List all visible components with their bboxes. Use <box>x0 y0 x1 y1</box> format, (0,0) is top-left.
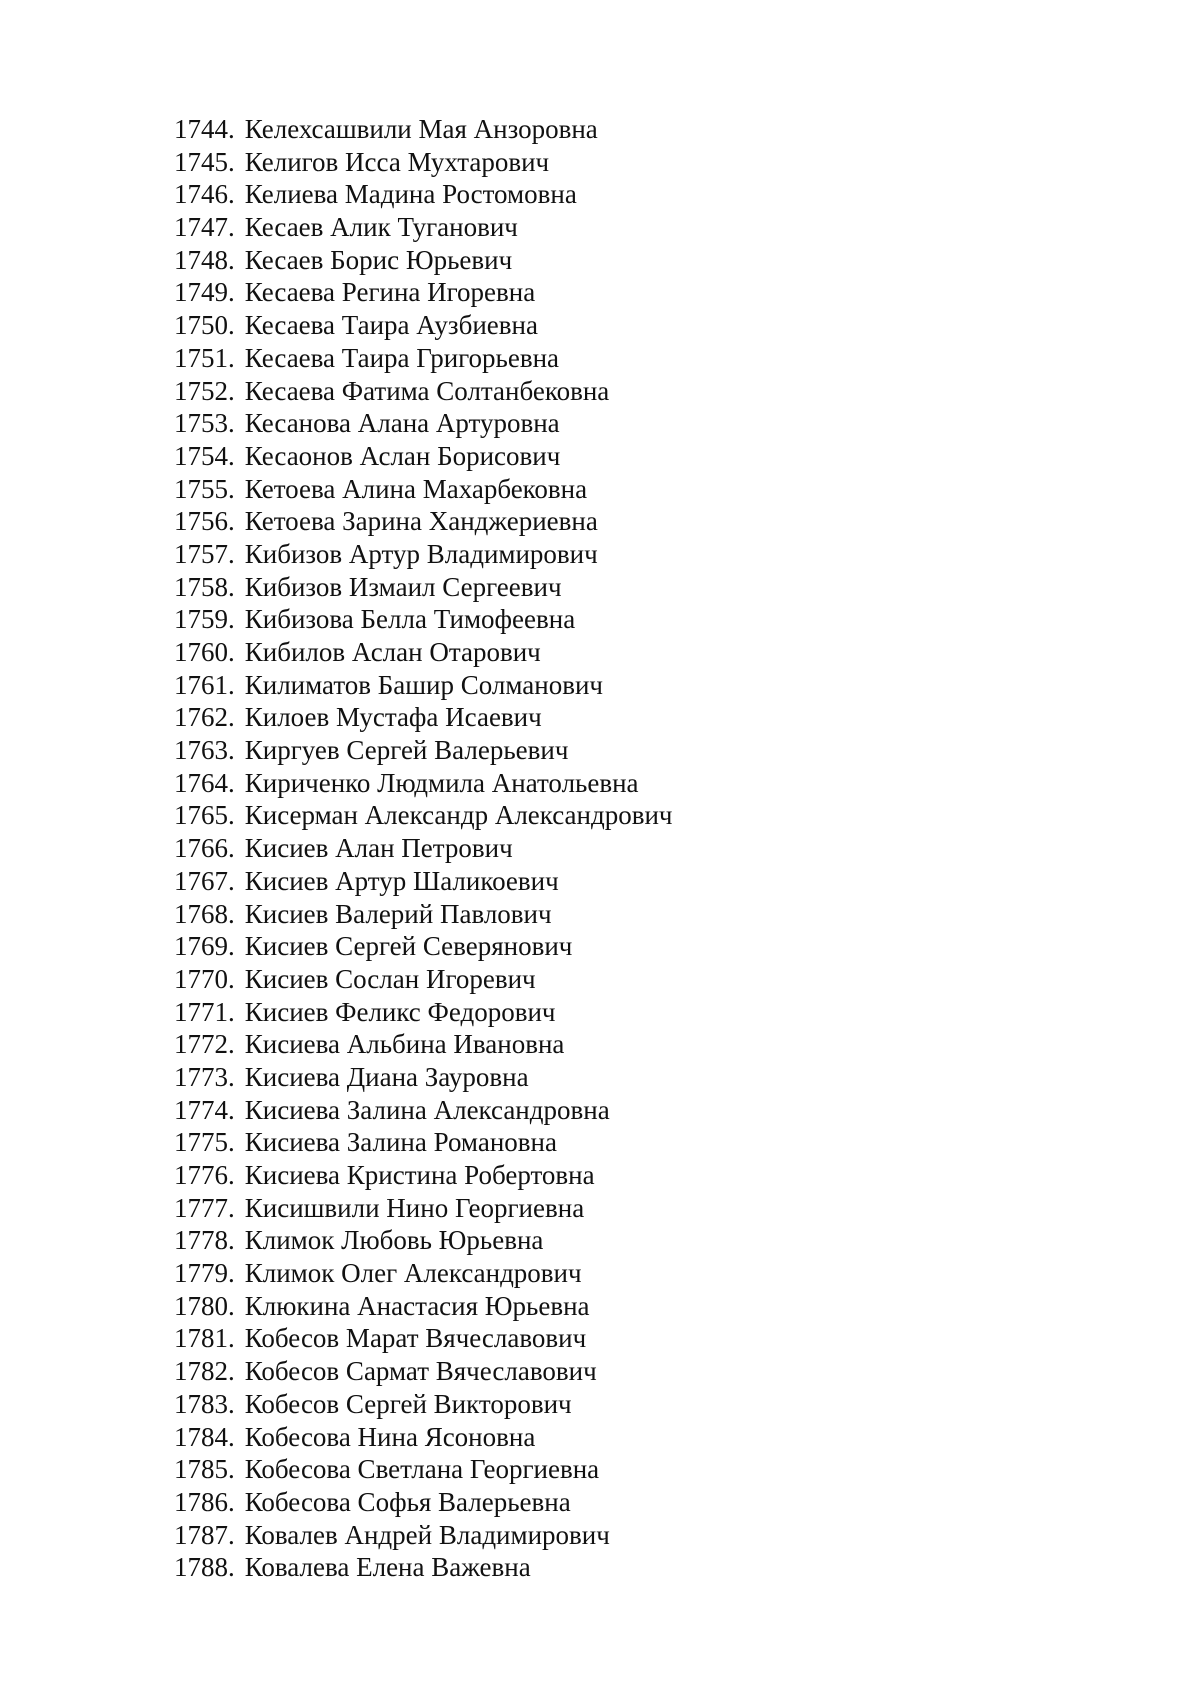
entry-name: Кесаев Борис Юрьевич <box>244 244 513 275</box>
entry-number: 1773. <box>174 1061 235 1092</box>
entry-name: Киргуев Сергей Валерьевич <box>244 735 569 766</box>
entry-number: 1747. <box>174 212 235 243</box>
entry-name: Кетоева Зарина Ханджериевна <box>244 506 598 537</box>
entry-name: Ковалева Елена Важевна <box>244 1552 531 1583</box>
list-item <box>174 1159 672 1192</box>
entry-number: 1767. <box>174 865 235 896</box>
list-item <box>174 571 672 604</box>
list-item <box>174 1028 672 1061</box>
list-item <box>174 505 672 538</box>
entry-name: Килоев Мустафа Исаевич <box>244 702 542 733</box>
entry-name: Келиева Мадина Ростомовна <box>244 179 577 210</box>
list-item <box>174 407 672 440</box>
name-list <box>174 113 672 1584</box>
list-item <box>174 1094 672 1127</box>
list-item <box>174 1290 672 1323</box>
list-item <box>174 603 672 636</box>
entry-name: Ковалев Андрей Владимирович <box>244 1519 610 1550</box>
entry-name: Кисиева Кристина Робертовна <box>244 1160 595 1190</box>
list-item <box>174 146 672 179</box>
entry-number: 1768. <box>174 898 235 929</box>
list-item <box>174 669 672 702</box>
entry-name: Кесаонов Аслан Борисович <box>244 440 561 471</box>
list-item <box>174 1257 672 1290</box>
entry-name: Кисиев Валерий Павлович <box>244 898 552 929</box>
entry-name: Кобесов Сармат Вячеславович <box>244 1356 597 1387</box>
entry-number: 1761. <box>174 669 235 700</box>
list-item <box>174 276 672 309</box>
entry-number: 1766. <box>174 833 235 864</box>
entry-number: 1744. <box>174 114 235 144</box>
list-item <box>174 1388 672 1421</box>
entry-name: Кисиева Залина Романовна <box>244 1127 557 1158</box>
list-item <box>174 1192 672 1225</box>
list-item <box>174 342 672 375</box>
entry-name: Климок Олег Александрович <box>244 1258 582 1289</box>
entry-name: Кисерман Александр Александрович <box>244 800 673 831</box>
entry-name: Кобесова Софья Валерьевна <box>244 1486 571 1517</box>
list-item <box>174 767 672 800</box>
list-item <box>174 440 672 473</box>
entry-name: Келигов Исса Мухтарович <box>244 146 550 177</box>
list-item <box>174 930 672 963</box>
list-item <box>174 375 672 408</box>
list-item <box>174 1486 672 1519</box>
entry-name: Кесаев Алик Туганович <box>244 212 518 243</box>
entry-number: 1764. <box>174 767 235 798</box>
entry-name: Кибизов Измаил Сергеевич <box>244 571 562 602</box>
entry-number: 1772. <box>174 1029 235 1060</box>
entry-name: Кобесова Нина Ясоновна <box>244 1421 536 1452</box>
entry-number: 1777. <box>174 1192 235 1223</box>
entry-name: Кетоева Алина Махарбековна <box>244 473 588 504</box>
entry-name: Кисиев Артур Шаликоевич <box>244 865 559 896</box>
entry-number: 1758. <box>174 571 235 602</box>
entry-number: 1762. <box>174 702 235 733</box>
list-item <box>174 473 672 506</box>
list-item <box>174 799 672 832</box>
list-item <box>174 1224 672 1257</box>
entry-name: Климок Любовь Юрьевна <box>244 1225 544 1256</box>
entry-name: Келехсашвили Мая Анзоровна <box>244 114 598 144</box>
entry-number: 1763. <box>174 735 235 766</box>
entry-number: 1770. <box>174 963 235 994</box>
entry-number: 1774. <box>174 1094 235 1125</box>
entry-number: 1778. <box>174 1225 235 1256</box>
list-item <box>174 538 672 571</box>
entry-name: Кибизова Белла Тимофеевна <box>244 604 576 635</box>
entry-name: Кисиев Сергей Северянович <box>244 931 573 962</box>
entry-name: Кисиева Диана Зауровна <box>244 1061 529 1092</box>
list-item <box>174 1551 672 1584</box>
entry-name: Кесаева Регина Игоревна <box>244 277 536 308</box>
list-item <box>174 996 672 1029</box>
entry-number: 1755. <box>174 473 235 504</box>
entry-name: Кесаева Таира Аузбиевна <box>244 310 538 341</box>
entry-name: Кибизов Артур Владимирович <box>244 538 598 569</box>
entry-number: 1785. <box>174 1454 235 1485</box>
list-item <box>174 1453 672 1486</box>
list-item <box>174 1061 672 1094</box>
entry-number: 1784. <box>174 1421 235 1452</box>
entry-name: Кесаева Таира Григорьевна <box>244 342 560 373</box>
entry-name: Кисиева Залина Александровна <box>244 1094 610 1125</box>
entry-number: 1752. <box>174 375 235 406</box>
entry-number: 1757. <box>174 538 235 569</box>
list-item <box>174 244 672 277</box>
entry-number: 1760. <box>174 637 235 667</box>
entry-name: Кобесова Светлана Георгиевна <box>244 1454 600 1485</box>
entry-name: Кисиев Феликс Федорович <box>244 996 556 1027</box>
entry-number: 1754. <box>174 440 235 471</box>
list-item <box>174 211 672 244</box>
list-item <box>174 1421 672 1454</box>
list-item <box>174 309 672 342</box>
entry-name: Кобесов Марат Вячеславович <box>244 1323 587 1354</box>
entry-number: 1745. <box>174 146 235 177</box>
entry-number: 1749. <box>174 277 235 308</box>
entry-number: 1780. <box>174 1290 235 1321</box>
entry-name: Кесанова Алана Артуровна <box>244 408 560 439</box>
entry-name: Кисиев Сослан Игоревич <box>244 963 536 994</box>
entry-name: Кисишвили Нино Георгиевна <box>244 1192 585 1223</box>
entry-number: 1769. <box>174 931 235 962</box>
entry-number: 1787. <box>174 1519 235 1550</box>
list-item <box>174 898 672 931</box>
list-item <box>174 865 672 898</box>
entry-number: 1788. <box>174 1552 235 1583</box>
entry-number: 1751. <box>174 342 235 373</box>
entry-name: Кибилов Аслан Отарович <box>244 637 541 667</box>
entry-number: 1765. <box>174 800 235 831</box>
list-item <box>174 1126 672 1159</box>
entry-name: Кесаева Фатима Солтанбековна <box>244 375 610 406</box>
entry-number: 1783. <box>174 1388 235 1419</box>
entry-number: 1775. <box>174 1127 235 1158</box>
entry-number: 1771. <box>174 996 235 1027</box>
list-item <box>174 1355 672 1388</box>
entry-number: 1782. <box>174 1356 235 1387</box>
entry-name: Клюкина Анастасия Юрьевна <box>244 1290 590 1321</box>
list-item <box>174 1519 672 1552</box>
entry-number: 1753. <box>174 408 235 439</box>
list-item <box>174 113 672 146</box>
entry-number: 1781. <box>174 1323 235 1354</box>
entry-number: 1750. <box>174 310 235 341</box>
list-item <box>174 734 672 767</box>
list-item <box>174 178 672 211</box>
entry-number: 1786. <box>174 1486 235 1517</box>
entry-number: 1746. <box>174 179 235 210</box>
entry-number: 1779. <box>174 1258 235 1289</box>
entry-name: Кириченко Людмила Анатольевна <box>244 767 639 798</box>
entry-name: Килиматов Башир Солманович <box>244 669 603 700</box>
list-item <box>174 1322 672 1355</box>
entry-number: 1756. <box>174 506 235 537</box>
entry-name: Кобесов Сергей Викторович <box>244 1388 572 1419</box>
entry-name: Кисиева Альбина Ивановна <box>244 1029 565 1060</box>
list-item <box>174 963 672 996</box>
entry-number: 1759. <box>174 604 235 635</box>
entry-number: 1776. <box>174 1160 235 1190</box>
list-item <box>174 636 672 669</box>
list-item <box>174 832 672 865</box>
list-item <box>174 701 672 734</box>
entry-number: 1748. <box>174 244 235 275</box>
entry-name: Кисиев Алан Петрович <box>244 833 513 864</box>
